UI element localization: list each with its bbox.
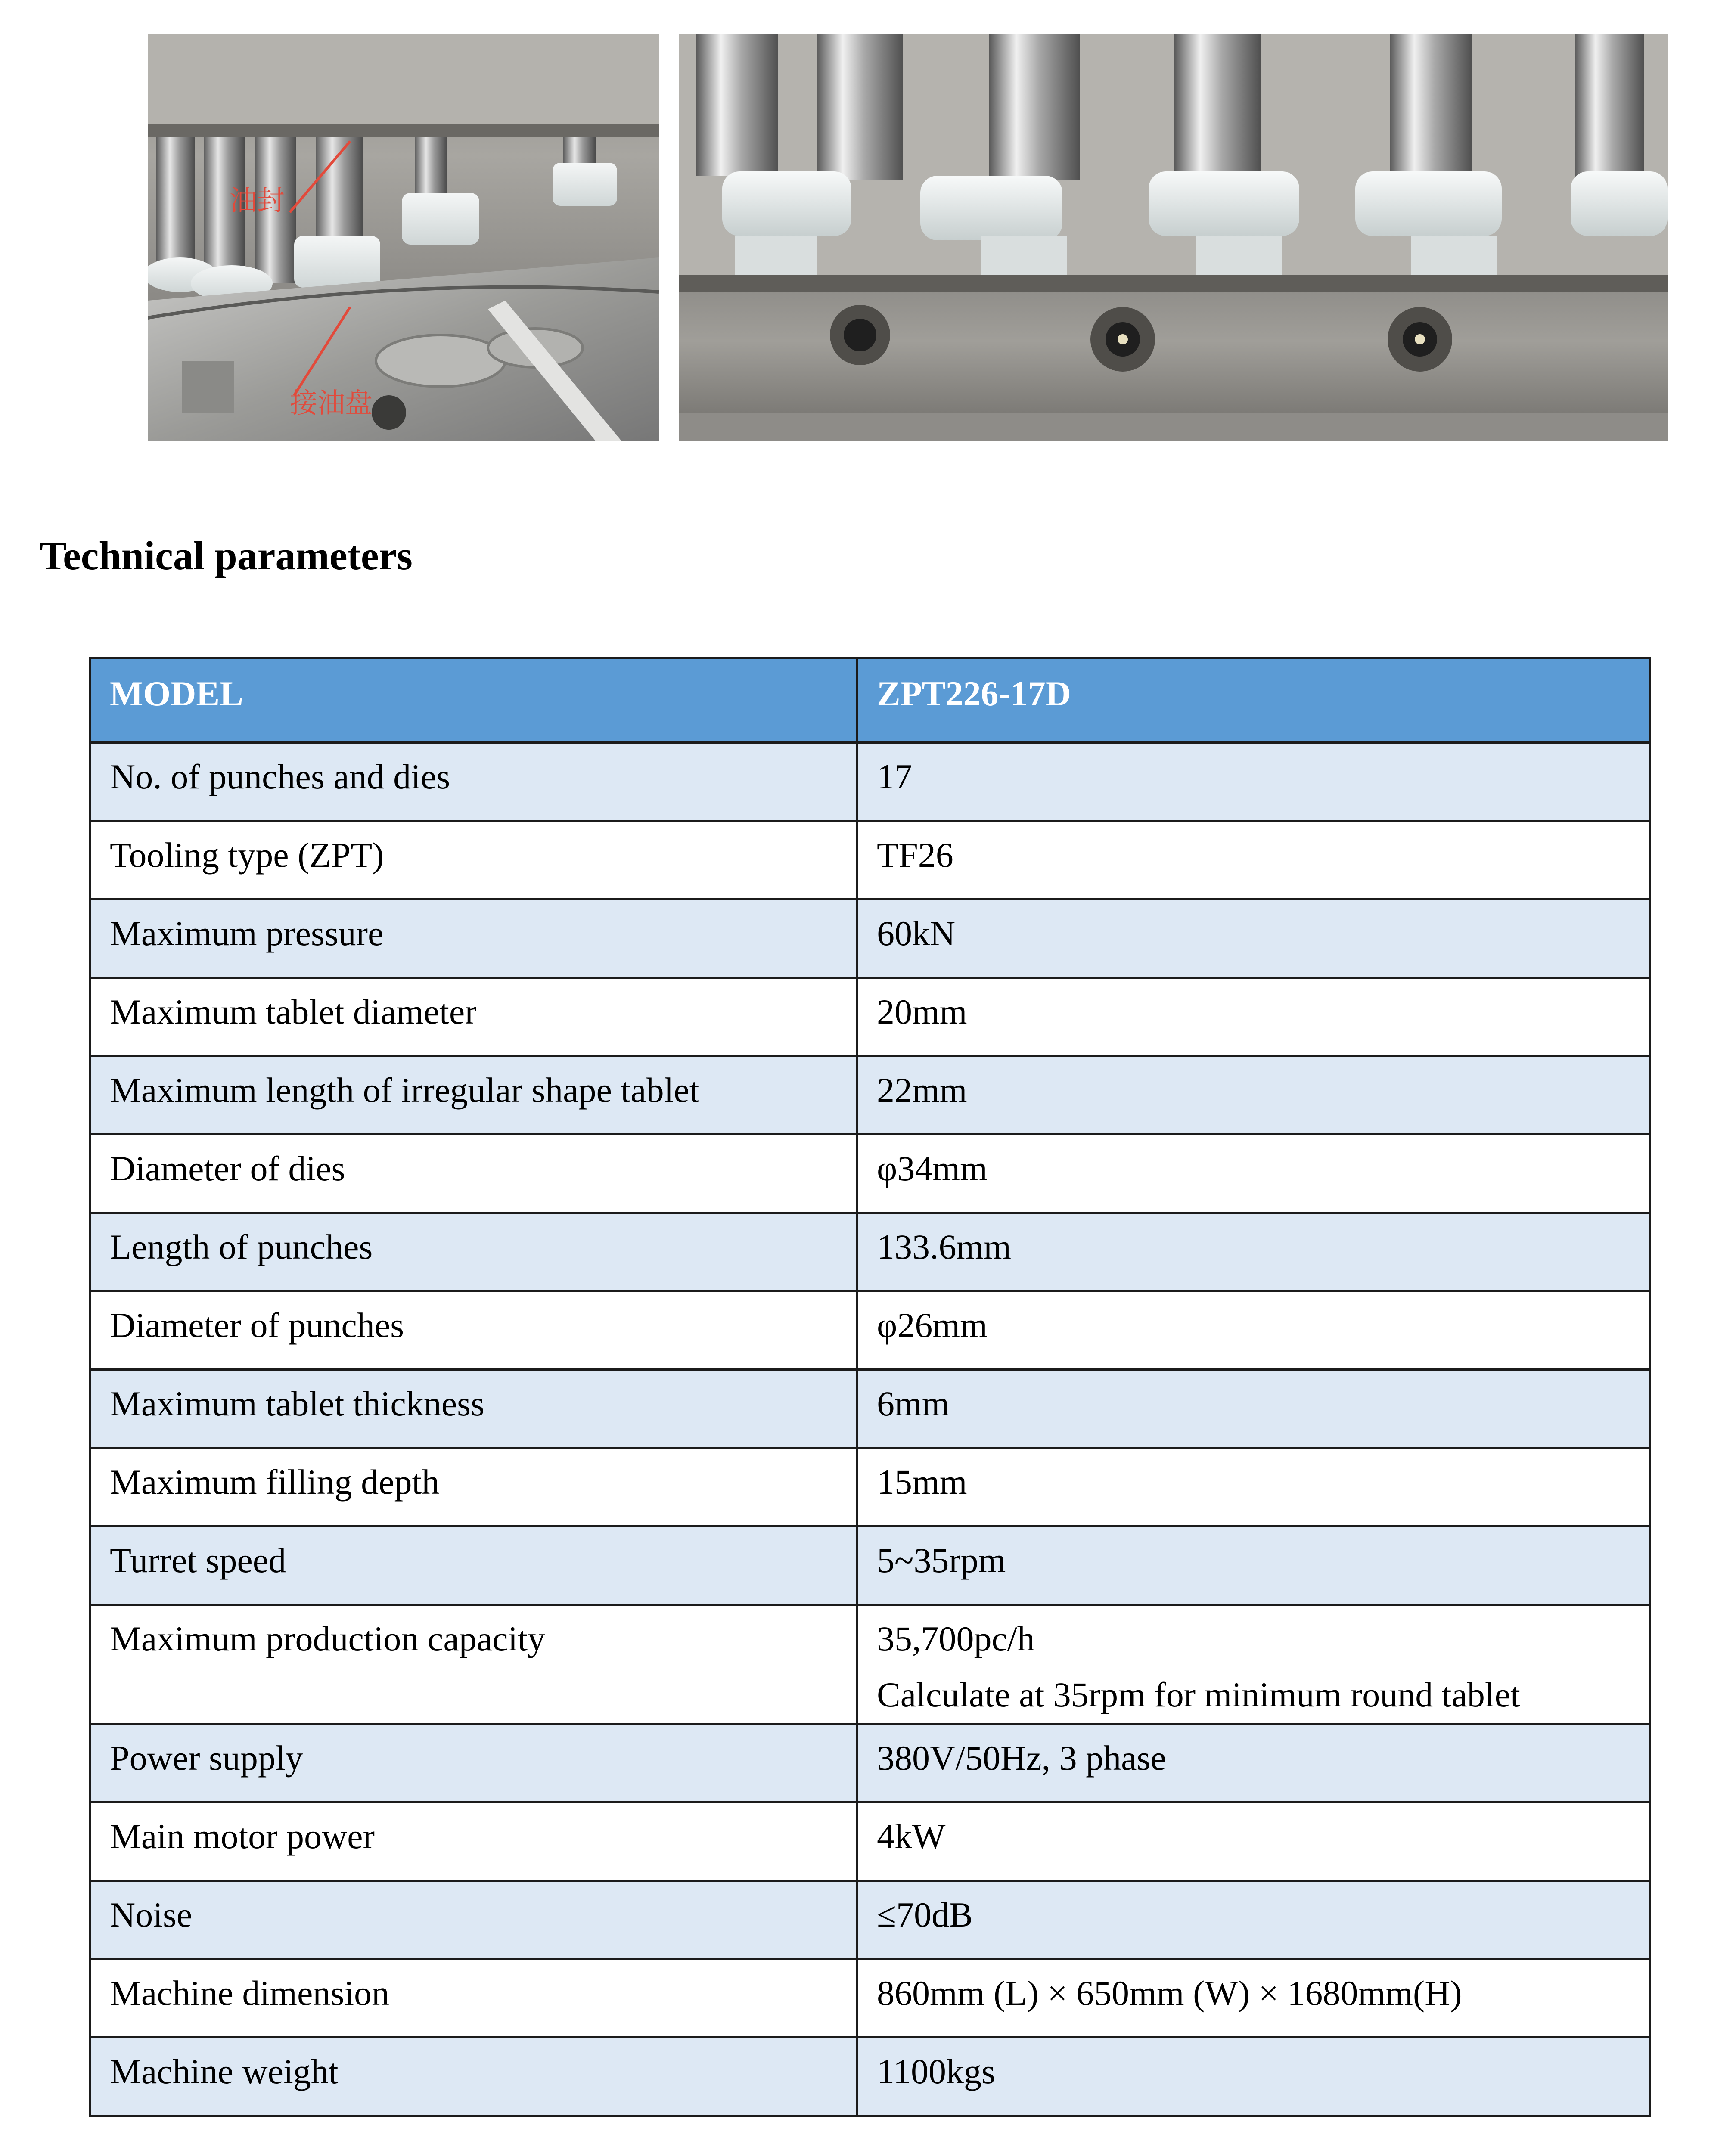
- param-value-cell: φ26mm: [857, 1291, 1650, 1370]
- table-row: [90, 743, 1650, 821]
- param-value-cell: 4kW: [857, 1802, 1650, 1881]
- table-row: [90, 821, 1650, 900]
- param-name-cell: Diameter of punches: [90, 1291, 857, 1370]
- param-name-cell: Length of punches: [90, 1213, 857, 1291]
- param-value-text: 35,700pc/h: [877, 1619, 1035, 1658]
- param-value-cell: 1100kgs: [857, 2038, 1650, 2116]
- param-value-cell: 17: [857, 743, 1650, 821]
- table-row: [90, 1291, 1650, 1370]
- param-value-cell: 860mm (L) × 650mm (W) × 1680mm(H): [857, 1959, 1650, 2038]
- header-value-cell: ZPT226-17D: [857, 658, 1650, 743]
- param-name-cell: Maximum length of irregular shape tablet: [90, 1056, 857, 1135]
- param-name-cell: Noise: [90, 1881, 857, 1959]
- photo-punch-oil-seal: [148, 34, 659, 441]
- table-row: [90, 1448, 1650, 1526]
- param-name-cell: Maximum filling depth: [90, 1448, 857, 1526]
- table-row: [90, 1213, 1650, 1291]
- param-name-cell: Maximum pressure: [90, 900, 857, 978]
- param-value-cell: 6mm: [857, 1370, 1650, 1448]
- param-value-cell: 5~35rpm: [857, 1526, 1650, 1605]
- param-name-cell: No. of punches and dies: [90, 743, 857, 821]
- table-row: [90, 1724, 1650, 1802]
- param-value-cell: 60kN: [857, 900, 1650, 978]
- param-value-cell: 15mm: [857, 1448, 1650, 1526]
- param-name-cell: Power supply: [90, 1724, 857, 1802]
- param-value-cell: TF26: [857, 821, 1650, 900]
- table-row: [90, 1526, 1650, 1605]
- table-row: [90, 900, 1650, 978]
- table-row: [90, 1135, 1650, 1213]
- table-header-row: [90, 658, 1650, 743]
- param-value-cell: ≤70dB: [857, 1881, 1650, 1959]
- section-heading: Technical parameters: [40, 534, 413, 578]
- param-name-cell: Machine weight: [90, 2038, 857, 2116]
- photo-punch-oil-seal-image: [148, 34, 659, 441]
- param-value-cell: [857, 1605, 1650, 1724]
- technical-parameters-table: [89, 657, 1651, 2117]
- param-value-cell: 380V/50Hz, 3 phase: [857, 1724, 1650, 1802]
- table-row: [90, 1605, 1650, 1724]
- param-name-cell: Turret speed: [90, 1526, 857, 1605]
- param-name-cell: Machine dimension: [90, 1959, 857, 2038]
- param-name-cell: Maximum tablet diameter: [90, 978, 857, 1056]
- header-param-cell: MODEL: [90, 658, 857, 743]
- table-row: [90, 1881, 1650, 1959]
- param-value-cell: 20mm: [857, 978, 1650, 1056]
- photo-die-ring-image: [679, 34, 1668, 441]
- param-name-cell: Main motor power: [90, 1802, 857, 1881]
- param-name-cell: Maximum production capacity: [90, 1605, 857, 1724]
- table-row: [90, 1056, 1650, 1135]
- oil-seal-label: 油封: [230, 185, 285, 217]
- table-row: [90, 1370, 1650, 1448]
- table-row: [90, 2038, 1650, 2116]
- param-value-cell: φ34mm: [857, 1135, 1650, 1213]
- param-value-cell: 22mm: [857, 1056, 1650, 1135]
- oil-tray-label: 接油盘: [290, 388, 373, 419]
- table-row: [90, 1959, 1650, 2038]
- photo-die-ring: [679, 34, 1668, 441]
- table-row: [90, 1802, 1650, 1881]
- param-name-cell: Diameter of dies: [90, 1135, 857, 1213]
- param-value-cell: 133.6mm: [857, 1213, 1650, 1291]
- param-name-cell: Maximum tablet thickness: [90, 1370, 857, 1448]
- table-row: [90, 978, 1650, 1056]
- param-name-cell: Tooling type (ZPT): [90, 821, 857, 900]
- param-value-note: Calculate at 35rpm for minimum round tablet: [877, 1675, 1520, 1714]
